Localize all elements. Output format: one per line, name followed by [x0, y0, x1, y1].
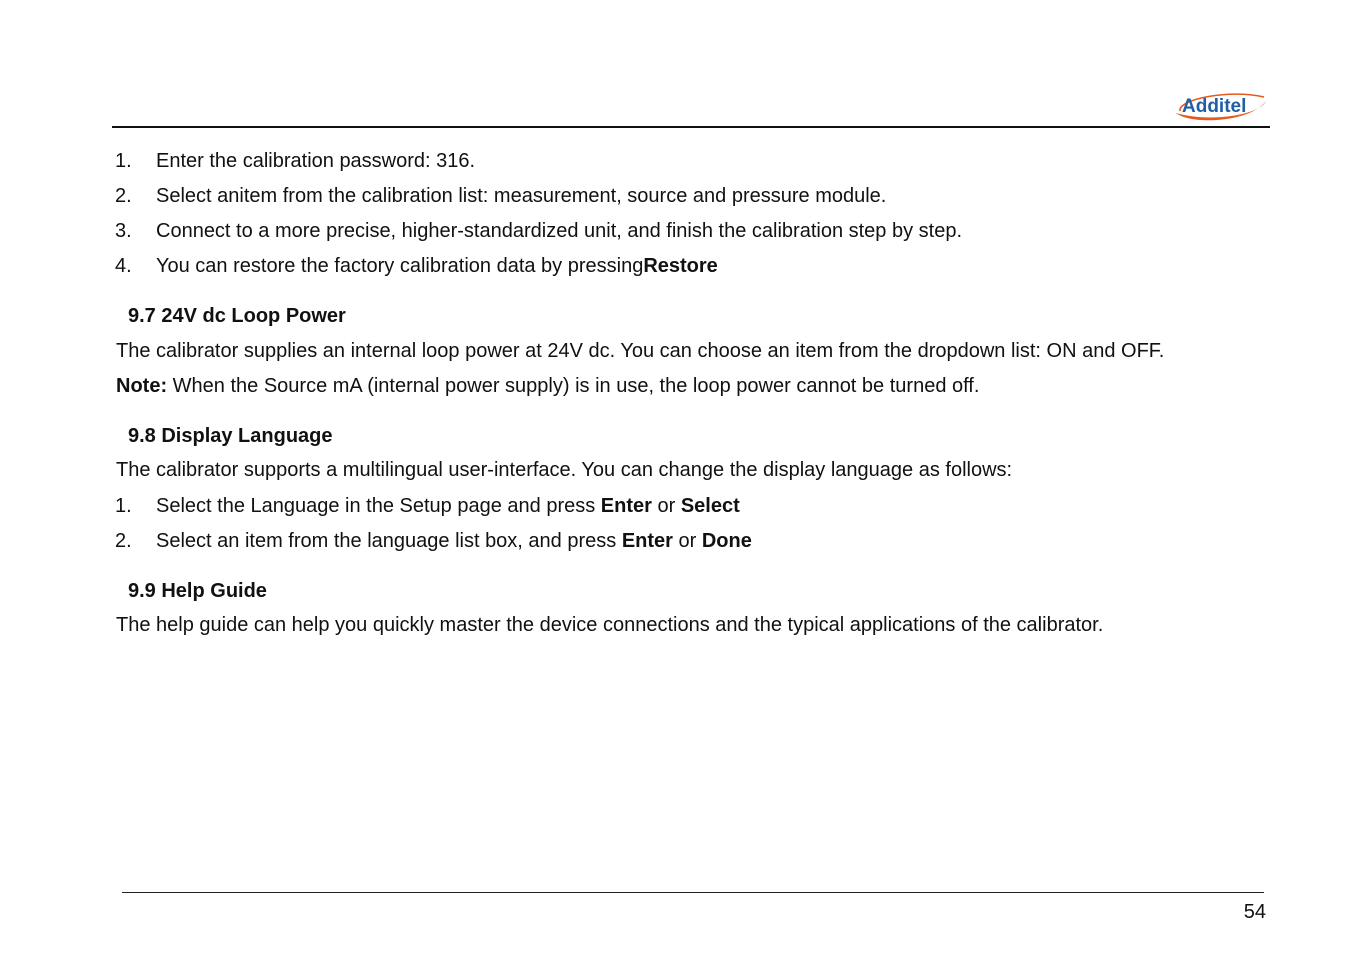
svg-text:Additel: Additel — [1182, 96, 1247, 117]
list-item-number: 3. — [115, 220, 132, 242]
list-item: Connect to a more precise, higher-standardized unit, and finish the calibration step by step. — [156, 220, 963, 242]
list-item: Select the Language in the Setup page and press Enter or Select — [156, 495, 740, 517]
note-label: Note: — [116, 375, 168, 397]
list-item-number: 4. — [115, 255, 132, 277]
paragraph: The calibrator supplies an internal loop power at 24V dc. You can choose an item from the dropdown list: ON and OFF. — [116, 340, 1165, 362]
header-rule — [112, 126, 1270, 128]
list-item-number: 2. — [115, 530, 132, 552]
paragraph: The help guide can help you quickly master the device connections and the typical applications of the calibrator. — [116, 614, 1104, 636]
section-heading-display-language: 9.8 Display Language — [128, 425, 333, 447]
section-heading-loop-power: 9.7 24V dc Loop Power — [128, 305, 346, 327]
footer-rule — [122, 892, 1264, 893]
section-heading-help-guide: 9.9 Help Guide — [128, 580, 267, 602]
list-item: You can restore the factory calibration data by pressingRestore — [156, 255, 718, 277]
list-item-number: 1. — [115, 150, 132, 172]
page-number: 54 — [1243, 901, 1266, 923]
note-paragraph: Note: When the Source mA (internal power supply) is in use, the loop power cannot be turned off. — [116, 375, 980, 397]
list-item: Enter the calibration password: 316. — [156, 150, 476, 172]
list-item: Select anitem from the calibration list: measurement, source and pressure module. — [156, 185, 887, 207]
restore-keyword: Restore — [643, 255, 718, 277]
additel-logo — [1170, 85, 1270, 125]
list-item-number: 1. — [115, 495, 132, 517]
list-item: Select an item from the language list box, and press Enter or Done — [156, 530, 752, 552]
list-item-number: 2. — [115, 185, 132, 207]
paragraph: The calibrator supports a multilingual user-interface. You can change the display language as follows: — [116, 459, 1013, 481]
